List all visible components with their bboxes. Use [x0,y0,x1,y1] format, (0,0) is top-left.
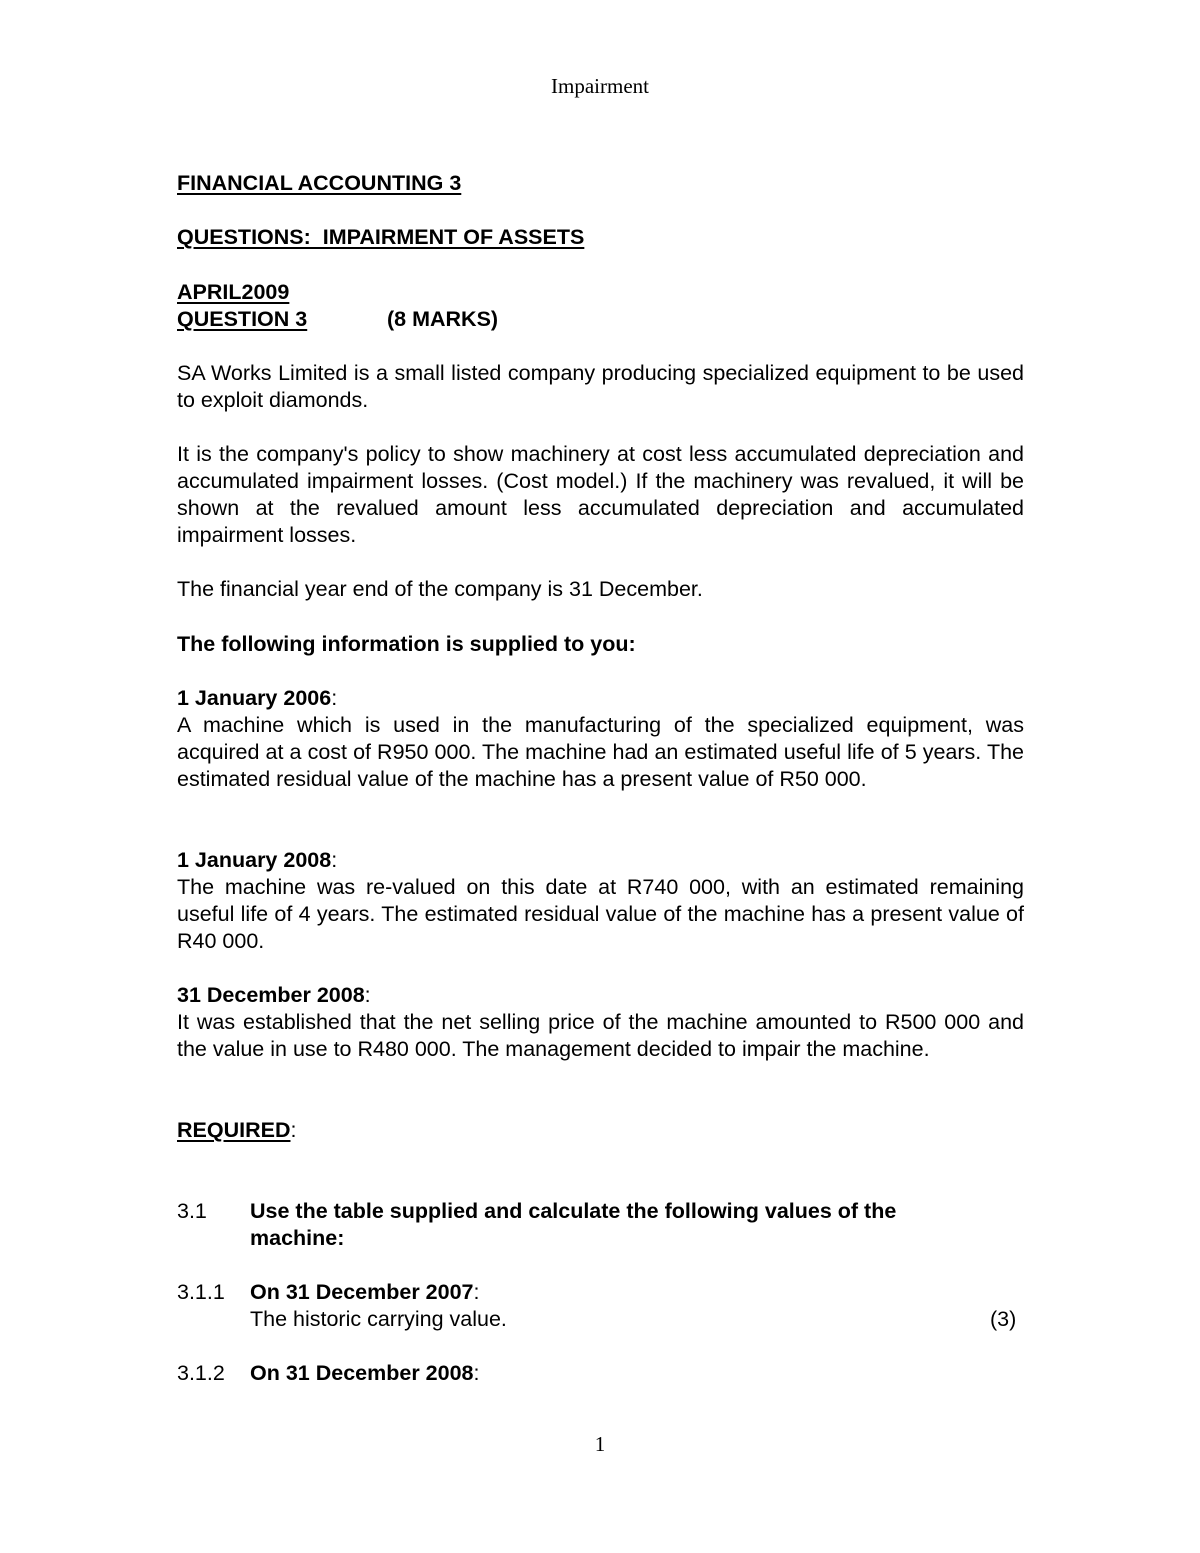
event-date-label: 31 December 2008 [177,983,365,1007]
item-heading-label: On 31 December 2007 [250,1280,474,1304]
info-heading: The following information is supplied to you: [177,632,636,656]
event-date-colon: : [331,848,338,872]
event-date-2008-jan [177,847,337,874]
item-number: 3.1.2 [177,1361,225,1385]
item-text: The historic carrying value. [250,1307,507,1331]
event-date-2006 [177,685,337,712]
event-date-label: 1 January 2008 [177,848,332,872]
item-heading [250,1279,479,1306]
item-marks: (3) [990,1307,1017,1331]
item-number: 3.1.1 [177,1280,225,1304]
course-title: FINANCIAL ACCOUNTING 3 [177,171,462,195]
intro-paragraph-1: SA Works Limited is a small listed company producing specialized equipment to be used to exploit diamonds. [177,361,1024,412]
event-date-colon: : [331,686,338,710]
item-heading-colon: : [473,1361,480,1385]
question-label: QUESTION 3 [177,307,308,331]
running-header: Impairment [551,74,649,98]
required-colon: : [290,1118,297,1142]
intro-paragraph-2: It is the company's policy to show machinery at cost less accumulated depreciation and accumulated impairment losses. (Cost model.) If the machinery was revalued, it will be shown at the revalued amount less accumulated depreciation and accumulated impairment losses. [177,442,1024,547]
page-number: 1 [594,1432,606,1456]
item-heading-label: On 31 December 2008 [250,1361,474,1385]
required-label: REQUIRED [177,1118,291,1142]
item-heading [250,1360,479,1387]
question-marks: (8 MARKS) [387,307,499,331]
event-text-2008-jan: The machine was re-valued on this date at R740 000, with an estimated remaining useful life of 4 years. The estimated residual value of the machine has a present value of R40 000. [177,875,1024,953]
required-heading [177,1117,296,1144]
event-text-2008-dec: It was established that the net selling price of the machine amounted to R500 000 and the value in use to R480 000. The management decided to impair the machine. [177,1010,1024,1061]
event-date-colon: : [364,983,371,1007]
intro-paragraph-3: The financial year end of the company is 31 December. [177,577,703,601]
event-date-2008-dec [177,982,371,1009]
item-text: Use the table supplied and calculate the following values of the machine: [250,1199,897,1250]
questions-heading: QUESTIONS: IMPAIRMENT OF ASSETS [177,225,585,249]
exam-date: APRIL2009 [177,280,290,304]
item-number: 3.1 [177,1199,207,1223]
event-date-label: 1 January 2006 [177,686,332,710]
item-heading-colon: : [473,1280,480,1304]
event-text-2006: A machine which is used in the manufacturing of the specialized equipment, was acquired at a cost of R950 000. The machine had an estimated useful life of 5 years. The estimated residual value of the machine has a present value of R50 000. [177,713,1024,791]
